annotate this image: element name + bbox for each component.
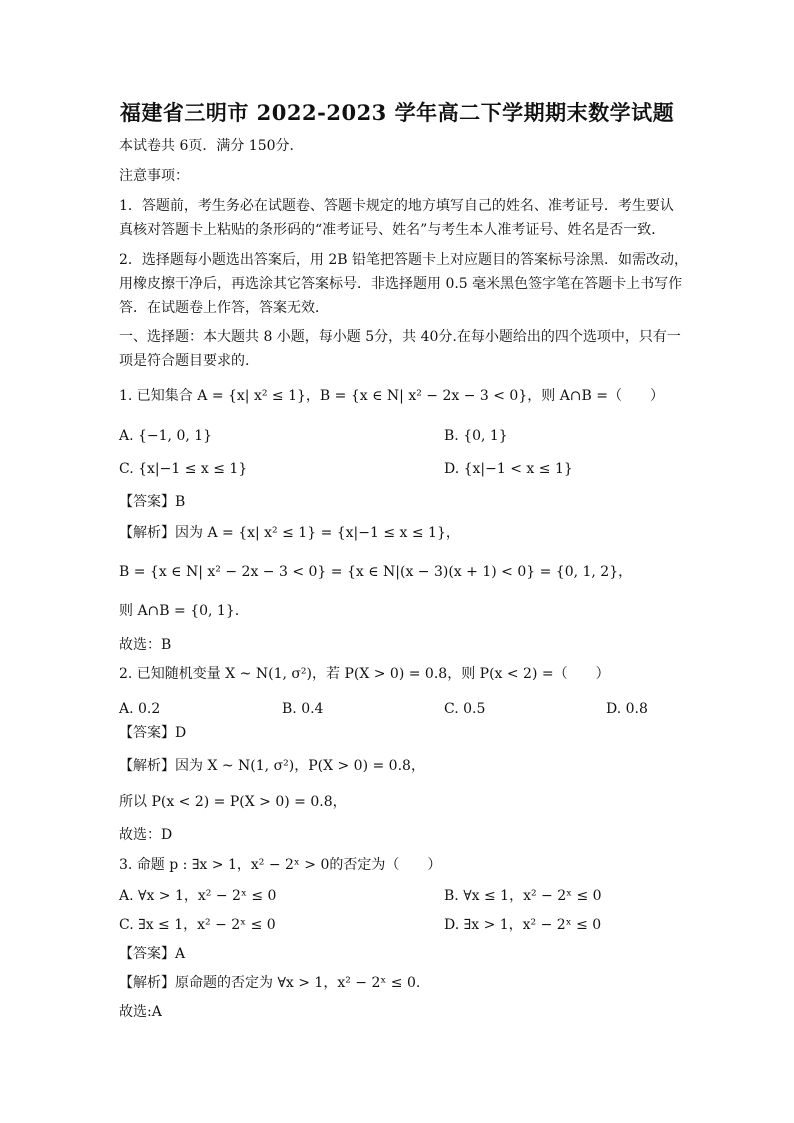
analysis-label: 【解析】 [119, 525, 175, 541]
question-3-conclusion: 故选:A [119, 1004, 162, 1020]
page-title: 福建省三明市 2022-2023 学年高二下学期期末数学试题 [119, 100, 675, 125]
analysis-text: 因为 A = {x| x² ≤ 1} = {x|−1 ≤ x ≤ 1}， [175, 525, 460, 541]
question-1-analysis-3: 则 A∩B = {0, 1}. [119, 603, 240, 619]
notice-2a: 2．选择题每小题选出答案后，用 2B 铅笔把答题卡上对应题目的答案标号涂黑．如需改动， [119, 252, 689, 268]
question-1-conclusion: 故选：B [119, 637, 172, 653]
question-2-answer [119, 724, 186, 742]
question-3-analysis-1 [119, 974, 420, 992]
answer-value: A [175, 946, 186, 962]
question-2-option-c: C. 0.5 [444, 701, 486, 717]
analysis-label: 【解析】 [119, 758, 175, 774]
question-1-analysis-1 [119, 524, 460, 542]
question-3-option-b: B. ∀x ≤ 1，x² − 2ˣ ≤ 0 [444, 888, 602, 904]
question-1-stem: 1. 已知集合 A = {x| x² ≤ 1}，B = {x ∈ N| x² − 2x − 3 < 0}，则 A∩B =（ ） [119, 388, 665, 404]
question-2-option-a: A. 0.2 [119, 701, 161, 717]
analysis-label: 【解析】 [119, 975, 175, 991]
question-1-option-b: B. {0, 1} [444, 428, 508, 444]
section-heading-b: 项是符合题目要求的. [119, 353, 250, 369]
question-2-conclusion: 故选：D [119, 827, 173, 843]
question-2-analysis-2: 所以 P(x < 2) = P(X > 0) = 0.8， [119, 794, 347, 810]
question-2-option-b: B. 0.4 [282, 701, 324, 717]
question-1-option-a: A. {−1, 0, 1} [119, 428, 213, 444]
question-1-answer [119, 493, 185, 511]
question-3-option-c: C. ∃x ≤ 1，x² − 2ˣ ≤ 0 [119, 917, 276, 933]
notice-2b: 用橡皮擦干净后，再选涂其它答案标号．非选择题用 0.5 毫米黑色签字笔在答题卡上书写作 [119, 276, 683, 292]
answer-label: 【答案】 [119, 725, 175, 741]
analysis-text: 因为 X ~ N(1, σ²)，P(X > 0) = 0.8， [175, 758, 425, 774]
question-1-option-d: D. {x|−1 < x ≤ 1} [444, 461, 573, 477]
exam-total: 本试卷共 6页．满分 150分． [119, 138, 304, 154]
section-heading-a: 一、选择题：本大题共 8 小题，每小题 5分，共 40分.在每小题给出的四个选项中，只有一 [119, 329, 681, 345]
question-2-analysis-1 [119, 757, 425, 775]
question-3-answer [119, 945, 185, 963]
question-3-option-a: A. ∀x > 1，x² − 2ˣ ≤ 0 [119, 888, 277, 904]
answer-label: 【答案】 [119, 494, 175, 510]
question-1-option-c: C. {x|−1 ≤ x ≤ 1} [119, 461, 248, 477]
notice-1b: 真核对答题卡上粘贴的条形码的“准考证号、姓名”与考生本人准考证号、姓名是否一致． [119, 222, 666, 238]
question-2-option-d: D. 0.8 [606, 701, 648, 717]
question-3-stem: 3. 命题 p : ∃x > 1，x² − 2ˣ > 0的否定为（ ） [119, 857, 442, 873]
notice-1a: 1．答题前，考生务必在试题卷、答题卡规定的地方填写自己的姓名、准考证号．考生要认 [119, 198, 674, 214]
notice-heading: 注意事项： [119, 168, 189, 184]
question-1-analysis-2: B = {x ∈ N| x² − 2x − 3 < 0} = {x ∈ N|(x − 3)(x + 1) < 0} = {0, 1, 2}， [119, 564, 633, 580]
answer-value: D [175, 725, 187, 741]
answer-label: 【答案】 [119, 946, 175, 962]
answer-value: B [175, 494, 186, 510]
question-3-option-d: D. ∃x > 1，x² − 2ˣ ≤ 0 [444, 917, 602, 933]
analysis-text: 原命题的否定为 ∀x > 1，x² − 2ˣ ≤ 0. [175, 975, 421, 991]
question-2-stem: 2. 已知随机变量 X ~ N(1, σ²)，若 P(X > 0) = 0.8，则 P(x < 2) =（ ） [119, 666, 610, 682]
notice-2c: 答．在试题卷上作答，答案无效． [119, 300, 329, 316]
